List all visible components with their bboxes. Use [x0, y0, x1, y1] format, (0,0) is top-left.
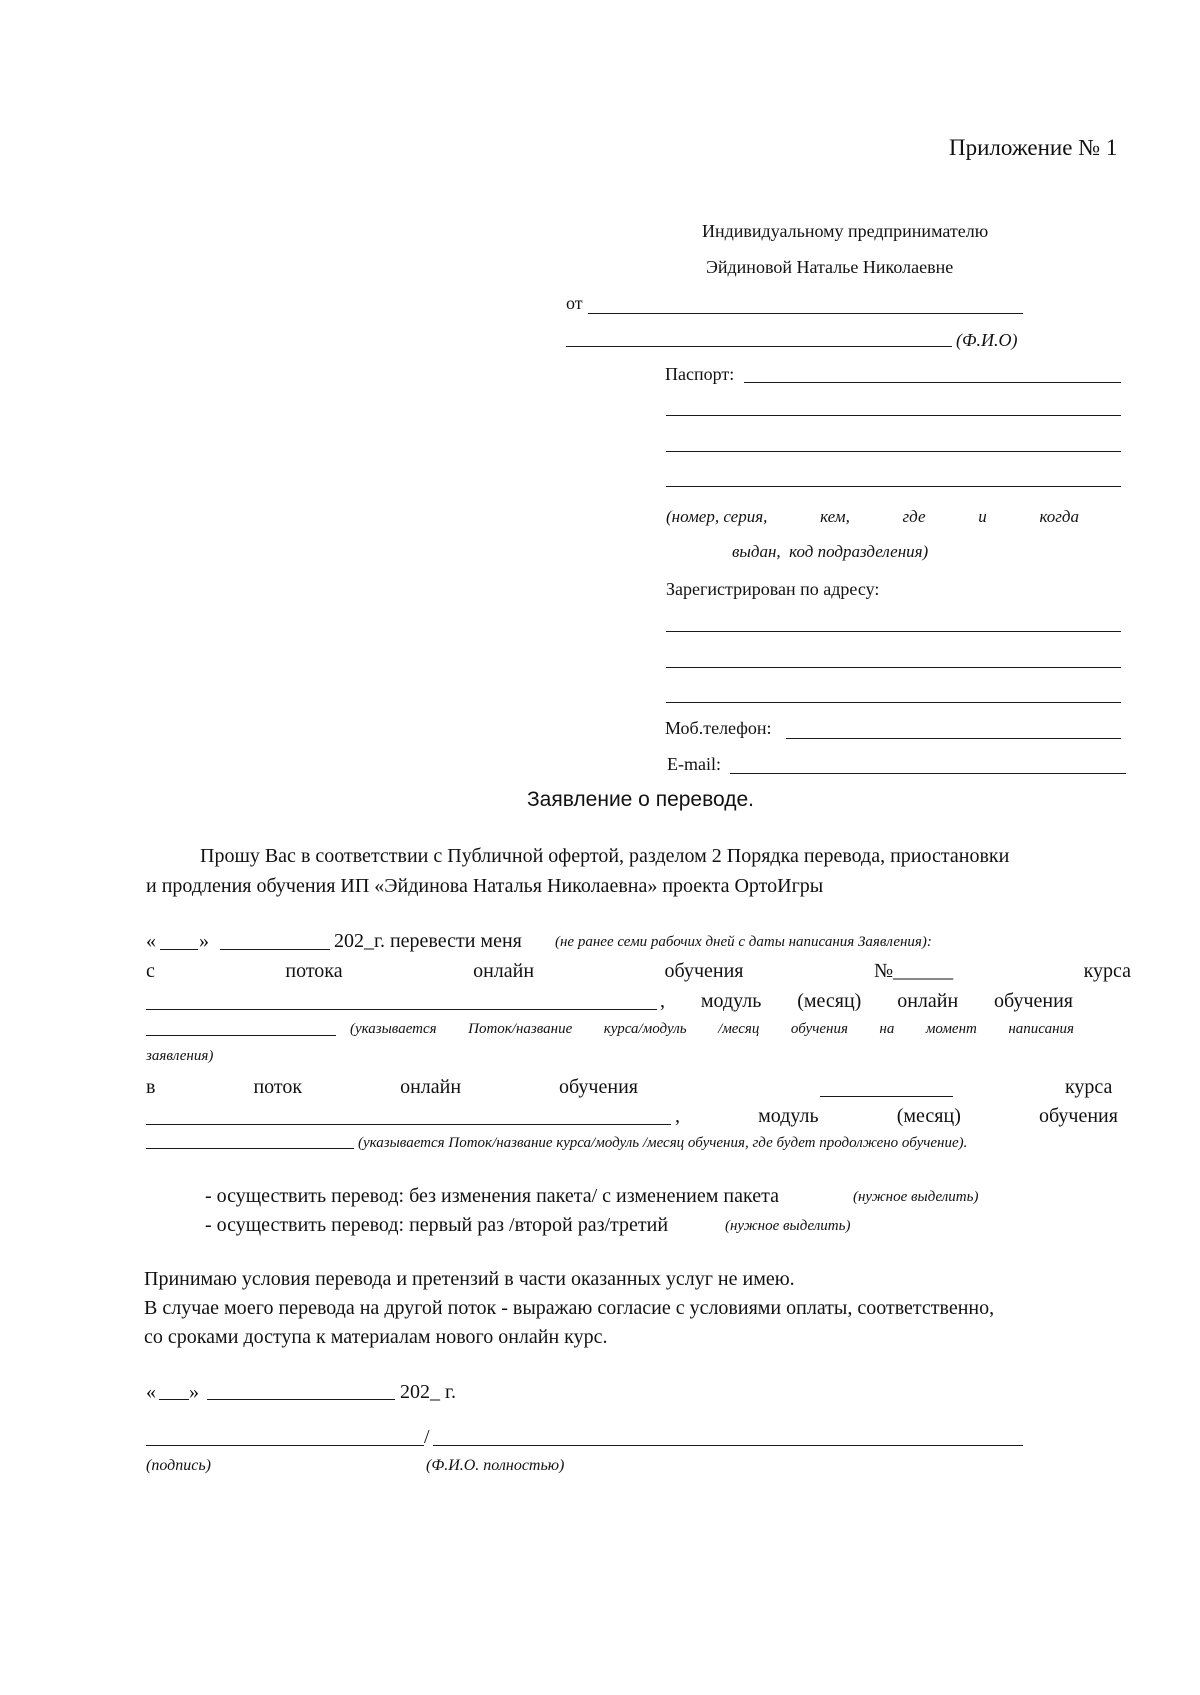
accept-line-3: со сроками доступа к материалам нового онлайн курс.: [144, 1326, 608, 1348]
signature-line[interactable]: [146, 1445, 424, 1446]
passport-hint-word: кем,: [820, 507, 850, 526]
passport-line-1[interactable]: [744, 382, 1121, 383]
transfer-option-package-hint: (нужное выделить): [853, 1189, 979, 1205]
footer-date-close-quote: »: [189, 1381, 199, 1403]
from-hint-word: /месяц: [718, 1021, 760, 1037]
document-title: Заявление о переводе.: [527, 788, 755, 811]
from-course-line[interactable]: [146, 1009, 657, 1010]
from-stream-word: потока: [285, 960, 343, 982]
passport-hint-word: и: [978, 507, 987, 526]
accept-line-1: Принимаю условия перевода и претензий в части оказанных услуг не имею.: [144, 1268, 795, 1290]
to-stream-word: онлайн: [400, 1076, 462, 1098]
from-module-row: [660, 991, 1073, 1011]
to-stream-row: [146, 1077, 638, 1097]
from-stream-word: онлайн: [473, 960, 535, 982]
from-stream-word: обучения: [664, 960, 744, 982]
from-hint-word: написания: [1008, 1021, 1074, 1037]
passport-label: Паспорт:: [665, 364, 735, 384]
from-module-word: обучения: [994, 990, 1073, 1012]
to-month-line[interactable]: [146, 1148, 354, 1149]
signature-hint: (подпись): [146, 1457, 211, 1474]
to-module-word: ,: [675, 1105, 680, 1127]
date-year-text: 202_г. перевести меня: [334, 930, 522, 952]
email-line[interactable]: [730, 773, 1126, 774]
from-hint-line2: заявления): [146, 1048, 214, 1064]
to-stream-word: обучения: [559, 1076, 638, 1098]
passport-line-4[interactable]: [666, 486, 1121, 487]
from-stream-word: с: [146, 960, 155, 982]
date-day-line[interactable]: [160, 949, 198, 950]
from-hint-word: обучения: [790, 1021, 848, 1037]
date-month-line[interactable]: [220, 949, 330, 950]
from-hint-word: Поток/название: [468, 1021, 573, 1037]
from-month-line[interactable]: [146, 1035, 336, 1036]
footer-date-month-line[interactable]: [207, 1399, 395, 1400]
to-module-word: модуль: [758, 1105, 819, 1127]
from-module-word: ,: [660, 990, 665, 1012]
passport-line-3[interactable]: [666, 451, 1121, 452]
to-module-word: обучения: [1039, 1105, 1118, 1127]
from-hint-word: (указывается: [350, 1021, 437, 1037]
signature-slash: /: [424, 1426, 430, 1448]
from-stream-number[interactable]: №______: [873, 960, 954, 982]
email-label: E-mail:: [667, 754, 721, 774]
fio-full-hint: (Ф.И.О. полностью): [426, 1457, 565, 1474]
from-stream-word: курса: [1083, 960, 1131, 982]
passport-hint-line2: выдан, код подразделения): [732, 542, 929, 561]
registered-label: Зарегистрирован по адресу:: [666, 579, 880, 599]
fio-hint: (Ф.И.О): [956, 330, 1018, 350]
from-module-word: (месяц): [797, 990, 862, 1012]
accept-line-2: В случае моего перевода на другой поток - выражаю согласие с условиями оплаты, соответственно,: [144, 1297, 995, 1319]
from-module-word: онлайн: [897, 990, 959, 1012]
from-label: от: [566, 293, 583, 313]
intro-line-1: Прошу Вас в соответствии с Публичной офертой, разделом 2 Порядка перевода, приостановки: [200, 845, 1010, 867]
from-stream-row: [146, 961, 1131, 981]
to-stream-word: поток: [253, 1076, 303, 1098]
passport-hint-word: где: [902, 507, 926, 526]
footer-year: 202_ г.: [400, 1381, 456, 1403]
addressee-name: Эйдиновой Наталье Николаевне: [706, 257, 954, 277]
address-line-2[interactable]: [666, 667, 1121, 668]
to-module-row: [675, 1106, 1118, 1126]
footer-date-day-line[interactable]: [159, 1399, 189, 1400]
phone-line[interactable]: [786, 738, 1121, 739]
date-hint: (не ранее семи рабочих дней с даты написания Заявления):: [555, 934, 932, 950]
intro-line-2: и продления обучения ИП «Эйдинова Наталья Николаевна» проекта ОртоИгры: [146, 875, 824, 897]
to-stream-course-word: курса: [1065, 1076, 1113, 1098]
passport-hint-word: (номер, серия,: [666, 507, 768, 526]
date-close-quote: »: [199, 930, 209, 952]
address-line-1[interactable]: [666, 631, 1121, 632]
to-course-line[interactable]: [146, 1124, 671, 1125]
phone-label: Моб.телефон:: [665, 718, 772, 738]
address-line-3[interactable]: [666, 702, 1121, 703]
addressee-title: Индивидуальному предпринимателю: [702, 221, 989, 241]
to-module-word: (месяц): [896, 1105, 961, 1127]
transfer-option-package[interactable]: - осуществить перевод: без изменения пакета/ с изменением пакета: [205, 1185, 779, 1207]
transfer-option-count[interactable]: - осуществить перевод: первый раз /второй раз/третий: [205, 1214, 669, 1236]
passport-hint: [666, 508, 1079, 525]
transfer-option-count-hint: (нужное выделить): [725, 1218, 851, 1234]
date-open-quote: «: [146, 930, 156, 952]
to-hint: (указывается Поток/название курса/модуль /месяц обучения, где будет продолжено обучение).: [358, 1135, 968, 1151]
fio-full-line[interactable]: [433, 1445, 1023, 1446]
to-stream-number-line[interactable]: [820, 1096, 953, 1097]
fio-line[interactable]: [566, 346, 952, 347]
from-name-line[interactable]: [588, 313, 1023, 314]
passport-line-2[interactable]: [666, 415, 1121, 416]
from-hint-word: курса/модуль: [603, 1021, 687, 1037]
from-hint-row: [350, 1022, 1074, 1037]
appendix-number: Приложение № 1: [949, 135, 1118, 160]
from-module-word: модуль: [700, 990, 762, 1012]
passport-hint-word: когда: [1039, 507, 1079, 526]
from-hint-word: на: [879, 1021, 895, 1037]
to-stream-word: в: [146, 1076, 156, 1098]
footer-date-open-quote: «: [146, 1381, 156, 1403]
from-hint-word: момент: [925, 1021, 977, 1037]
